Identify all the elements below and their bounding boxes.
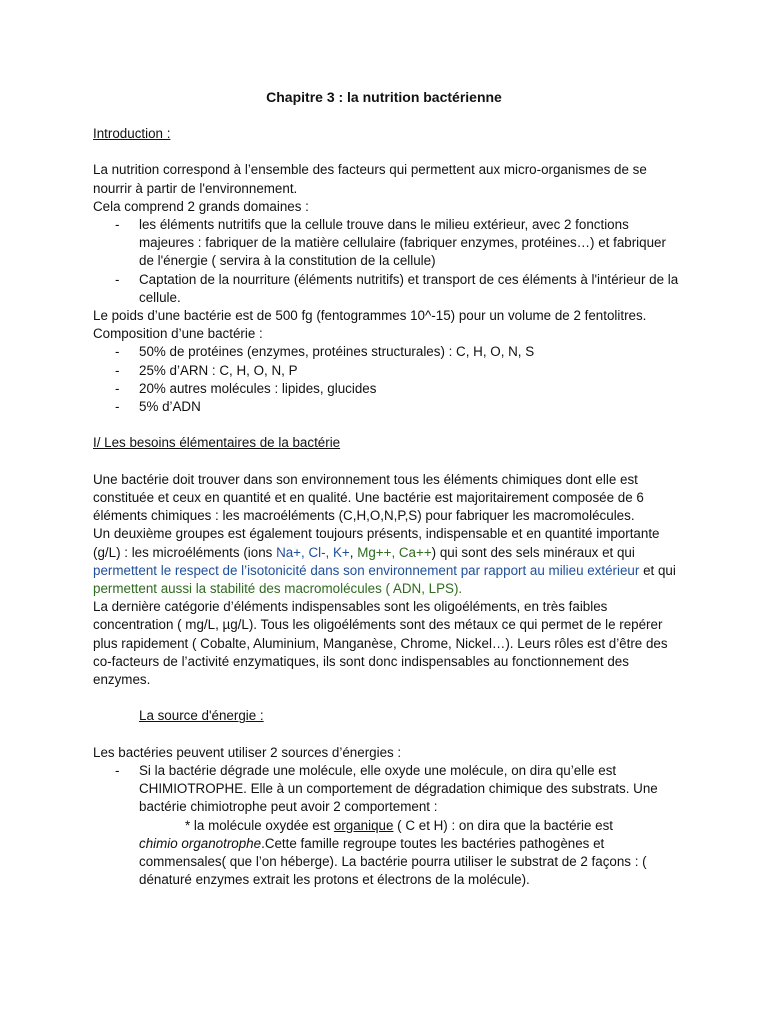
list-item: - 25% d’ARN : C, H, O, N, P bbox=[93, 362, 683, 380]
section1-paragraph-1: Une bactérie doit trouver dans son environnement tous les éléments chimiques dont elle est constituée et ceux en quantité et en qualité. Une bactérie est majoritairement composée de 6 éléments chimiques : les macroéléments (C,H,O,N,P,S) pour fabriquer les macromolécules. bbox=[93, 471, 644, 524]
energy-item-text: Si la bactérie dégrade une molécule, elle oxyde une molécule, on dira qu’elle est CHIMIOTROPHE. Elle à un comportement de dégradation chimique des substrats. Une bactérie chimiotrophe peut avoir 2 comportement : bbox=[139, 763, 658, 815]
text-run: .Cette famille regroupe toutes les bactéries pathogènes et commensales( que l’on héberge). La bactérie pourra utiliser le substrat de 2 façons : ( dénaturé enzymes extrait les protons et électrons de la molécule). bbox=[139, 835, 647, 888]
organique-text: organique bbox=[333, 817, 394, 833]
sub-item-continued bbox=[139, 835, 683, 890]
text-run: Un deuxième groupes est également toujours présents, indispensable et en quantité importante (g/L) : les microéléments (ions bbox=[93, 526, 660, 560]
intro-paragraph-4: Composition d’une bactérie : bbox=[93, 326, 263, 342]
intro-paragraph-2: Cela comprend 2 grands domaines : bbox=[93, 198, 309, 214]
sub-item bbox=[139, 817, 683, 835]
section1-paragraph-2 bbox=[93, 525, 683, 598]
text-run: ( C et H) : on dira que la bactérie est bbox=[393, 817, 614, 833]
document-body bbox=[93, 125, 683, 889]
text-run: * la molécule oxydée est bbox=[185, 817, 334, 833]
text-run: et qui bbox=[639, 562, 676, 578]
list-item: - les éléments nutritifs que la cellule trouve dans le milieu extérieur, avec 2 fonctions majeures : fabriquer de la matière cellulaire (fabriquer enzymes, protéines…) et fabriquer de l'énergie ( servira à la constitution de la cellule) bbox=[93, 216, 683, 271]
list-item: - 5% d’ADN bbox=[93, 398, 683, 416]
energy-list bbox=[93, 762, 683, 889]
intro-heading: Introduction : bbox=[93, 126, 171, 141]
intro-paragraph-1: La nutrition correspond à l’ensemble des facteurs qui permettent aux micro-organismes de se nourrir à partir de l'environnement. bbox=[93, 162, 647, 196]
text-run: ) qui sont des sels minéraux et qui bbox=[431, 544, 635, 560]
ions-green: Mg++, Ca++ bbox=[357, 544, 432, 560]
text-run: , bbox=[349, 544, 358, 560]
composition-list bbox=[93, 343, 683, 416]
domains-list bbox=[93, 216, 683, 307]
page-title: Chapitre 3 : la nutrition bactérienne bbox=[266, 89, 502, 105]
energy-heading-wrap bbox=[93, 707, 683, 725]
section1-heading: I/ Les besoins élémentaires de la bactérie bbox=[93, 435, 341, 451]
list-item bbox=[93, 762, 683, 889]
list-item: - 50% de protéines (enzymes, protéines structurales) : C, H, O, N, S bbox=[93, 343, 683, 361]
energy-heading: La source d'énergie : bbox=[139, 708, 264, 724]
list-item: - Captation de la nourriture (éléments nutritifs) et transport de ces éléments à l'intérieur de la cellule. bbox=[93, 271, 683, 307]
chimio-organotrophe-text: chimio organotrophe bbox=[139, 835, 262, 851]
intro-paragraph-3: Le poids d’une bactérie est de 500 fg (fentogrammes 10^-15) pour un volume de 2 fentolitres. bbox=[93, 308, 647, 324]
ions-blue: Na+, Cl-, K+ bbox=[276, 544, 350, 560]
section1-paragraph-3: La dernière catégorie d’éléments indispensables sont les oligoéléments, en très faibles concentration ( mg/L, µg/L). Tous les oligoéléments sont des métaux ce qui permet de le repérer plus rapidement ( Cobalte, Aluminium, Manganèse, Chrome, Nickel…). Leurs rôles est d’être des co-facteurs de l’activité enzymatiques, ils sont donc indispensables au fonctionnement des enzymes. bbox=[93, 599, 668, 688]
isotonicity-text: permettent le respect de l’isotonicité dans son environnement par rapport au milieu extérieur bbox=[93, 562, 640, 578]
list-item: - 20% autres molécules : lipides, glucides bbox=[93, 380, 683, 398]
stability-text: permettent aussi la stabilité des macromolécules ( ADN, LPS). bbox=[93, 581, 463, 597]
energy-paragraph-1: Les bactéries peuvent utiliser 2 sources d’énergies : bbox=[93, 744, 402, 760]
